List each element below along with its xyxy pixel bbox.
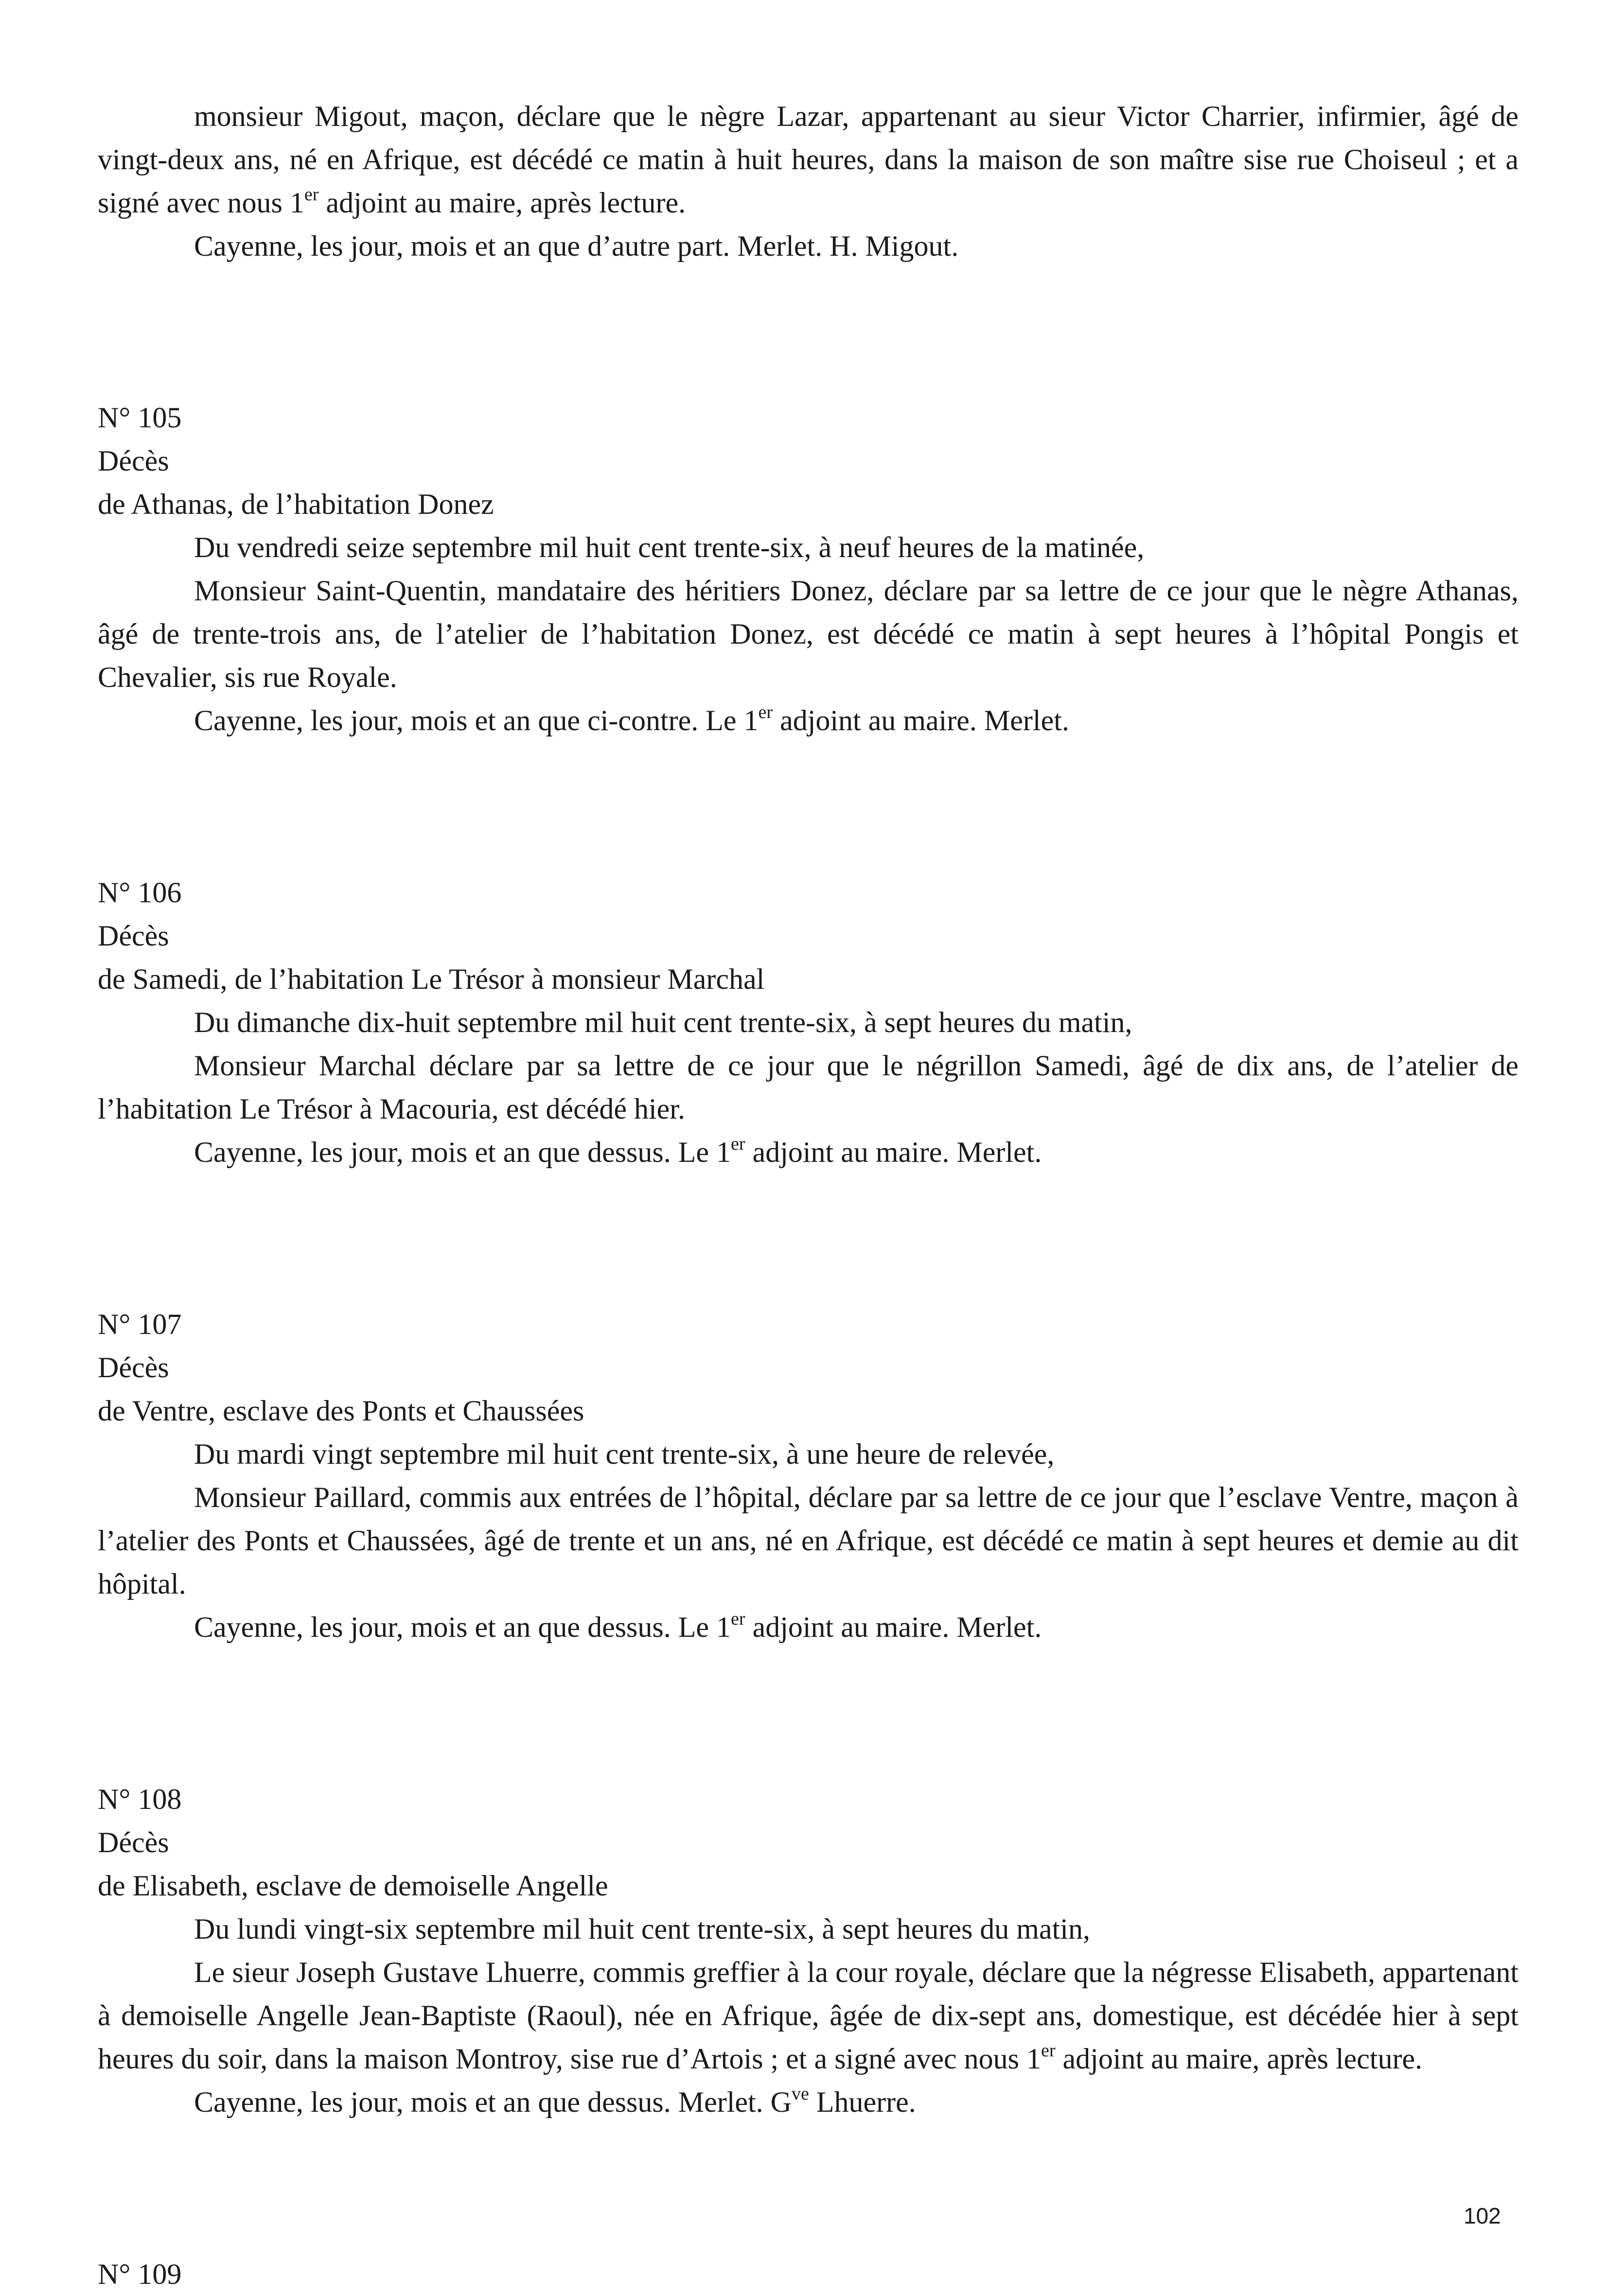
entry-type: Décès: [98, 1826, 169, 1858]
page-number: 102: [1464, 2203, 1501, 2228]
ordinal-superscript: er: [1041, 2040, 1056, 2061]
entry-subject: de Ventre, esclave des Ponts et Chaussées: [98, 1395, 584, 1427]
entry-closing: [98, 1606, 1519, 1649]
entry-108: [98, 1778, 1519, 2124]
entry-105: [98, 396, 1519, 742]
entry-number: N° 106: [98, 876, 182, 909]
entry-declaration: Monsieur Paillard, commis aux entrées de l’hôpital, déclare par sa lettre de ce jour que l’esclave Ventre, maçon à l’atelier des Ponts et Chaussées, âgé de trente et un ans, né en Afrique, est décédé ce matin à sept heures et demie au dit hôpital.: [98, 1481, 1519, 1600]
entry-number: N° 108: [98, 1783, 182, 1815]
closing-text: Cayenne, les jour, mois et an que ci-contre. Le 1: [194, 704, 759, 736]
entry-declaration: [98, 1951, 1519, 2081]
entry-subject: de Athanas, de l’habitation Donez: [98, 488, 494, 520]
closing-text-end: Lhuerre.: [809, 2086, 916, 2118]
entry-closing: [98, 699, 1519, 742]
continuation-paragraph: [98, 95, 1519, 225]
continuation-closing: Cayenne, les jour, mois et an que d’autre part. Merlet. H. Migout.: [194, 230, 959, 262]
entry-closing: [98, 2081, 1519, 2124]
continuation-text: monsieur Migout, maçon, déclare que le nègre Lazar, appartenant au sieur Victor Charrier, infirmier, âgé de vingt-deux ans, né en Afrique, est décédé ce matin à huit heures, dans la maison de son maître sise rue Choiseul ; et a signé avec nous 1: [98, 100, 1519, 219]
entry-type: Décès: [98, 445, 169, 477]
closing-text: Cayenne, les jour, mois et an que dessus. Merlet. G: [194, 2086, 792, 2118]
entry-closing: [98, 1131, 1519, 1174]
entry-date-line: Du dimanche dix-huit septembre mil huit cent trente-six, à sept heures du matin,: [194, 1006, 1132, 1038]
entry-date-line: Du mardi vingt septembre mil huit cent trente-six, à une heure de relevée,: [194, 1438, 1055, 1470]
entry-number: N° 107: [98, 1308, 182, 1340]
closing-text-end: adjoint au maire. Merlet.: [745, 1611, 1042, 1643]
ordinal-superscript: er: [731, 1134, 745, 1154]
ordinal-superscript: er: [758, 702, 773, 722]
entry-subject: de Elisabeth, esclave de demoiselle Angelle: [98, 1870, 608, 1902]
entry-number: N° 109: [98, 2258, 182, 2290]
entry-109: [98, 2253, 1519, 2296]
ordinal-superscript: er: [731, 1609, 745, 1629]
entry-date-line: Du vendredi seize septembre mil huit cent trente-six, à neuf heures de la matinée,: [194, 531, 1145, 563]
closing-text: Cayenne, les jour, mois et an que dessus. Le 1: [194, 1136, 731, 1168]
closing-text: Cayenne, les jour, mois et an que dessus. Le 1: [194, 1611, 731, 1643]
entry-106: [98, 871, 1519, 1174]
declaration-text-end: adjoint au maire, après lecture.: [1055, 2043, 1423, 2075]
entry-declaration: Monsieur Saint-Quentin, mandataire des héritiers Donez, déclare par sa lettre de ce jour que le nègre Athanas, âgé de trente-trois ans, de l’atelier de l’habitation Donez, est décédé ce matin à sept heures à l’hôpital Pongis et Chevalier, sis rue Royale.: [98, 575, 1519, 693]
declaration-text: Le sieur Joseph Gustave Lhuerre, commis greffier à la cour royale, déclare que la négresse Elisabeth, appartenant à demoiselle Angelle Jean-Baptiste (Raoul), née en Afrique, âgée de dix-sept ans, domestique, est décédée hier à sept heures du soir, dans la maison Montroy, sise rue d’Artois ; et a signé avec nous 1: [98, 1956, 1519, 2075]
ordinal-superscript: er: [304, 184, 319, 205]
closing-text-end: adjoint au maire. Merlet.: [745, 1136, 1042, 1168]
entry-type: Décès: [98, 1351, 169, 1384]
entry-107: [98, 1303, 1519, 1649]
entry-number: N° 105: [98, 402, 182, 434]
document-body: [98, 95, 1519, 2296]
entry-type: Décès: [98, 920, 169, 952]
entry-declaration: Monsieur Marchal déclare par sa lettre de ce jour que le négrillon Samedi, âgé de dix ans, de l’atelier de l’habitation Le Trésor à Macouria, est décédé hier.: [98, 1050, 1519, 1125]
closing-text-end: adjoint au maire. Merlet.: [773, 704, 1069, 736]
entry-subject: de Samedi, de l’habitation Le Trésor à monsieur Marchal: [98, 963, 765, 995]
entry-date-line: Du lundi vingt-six septembre mil huit cent trente-six, à sept heures du matin,: [194, 1913, 1090, 1945]
continuation-text-end: adjoint au maire, après lecture.: [318, 187, 686, 219]
abbreviation-superscript: ve: [792, 2084, 809, 2104]
